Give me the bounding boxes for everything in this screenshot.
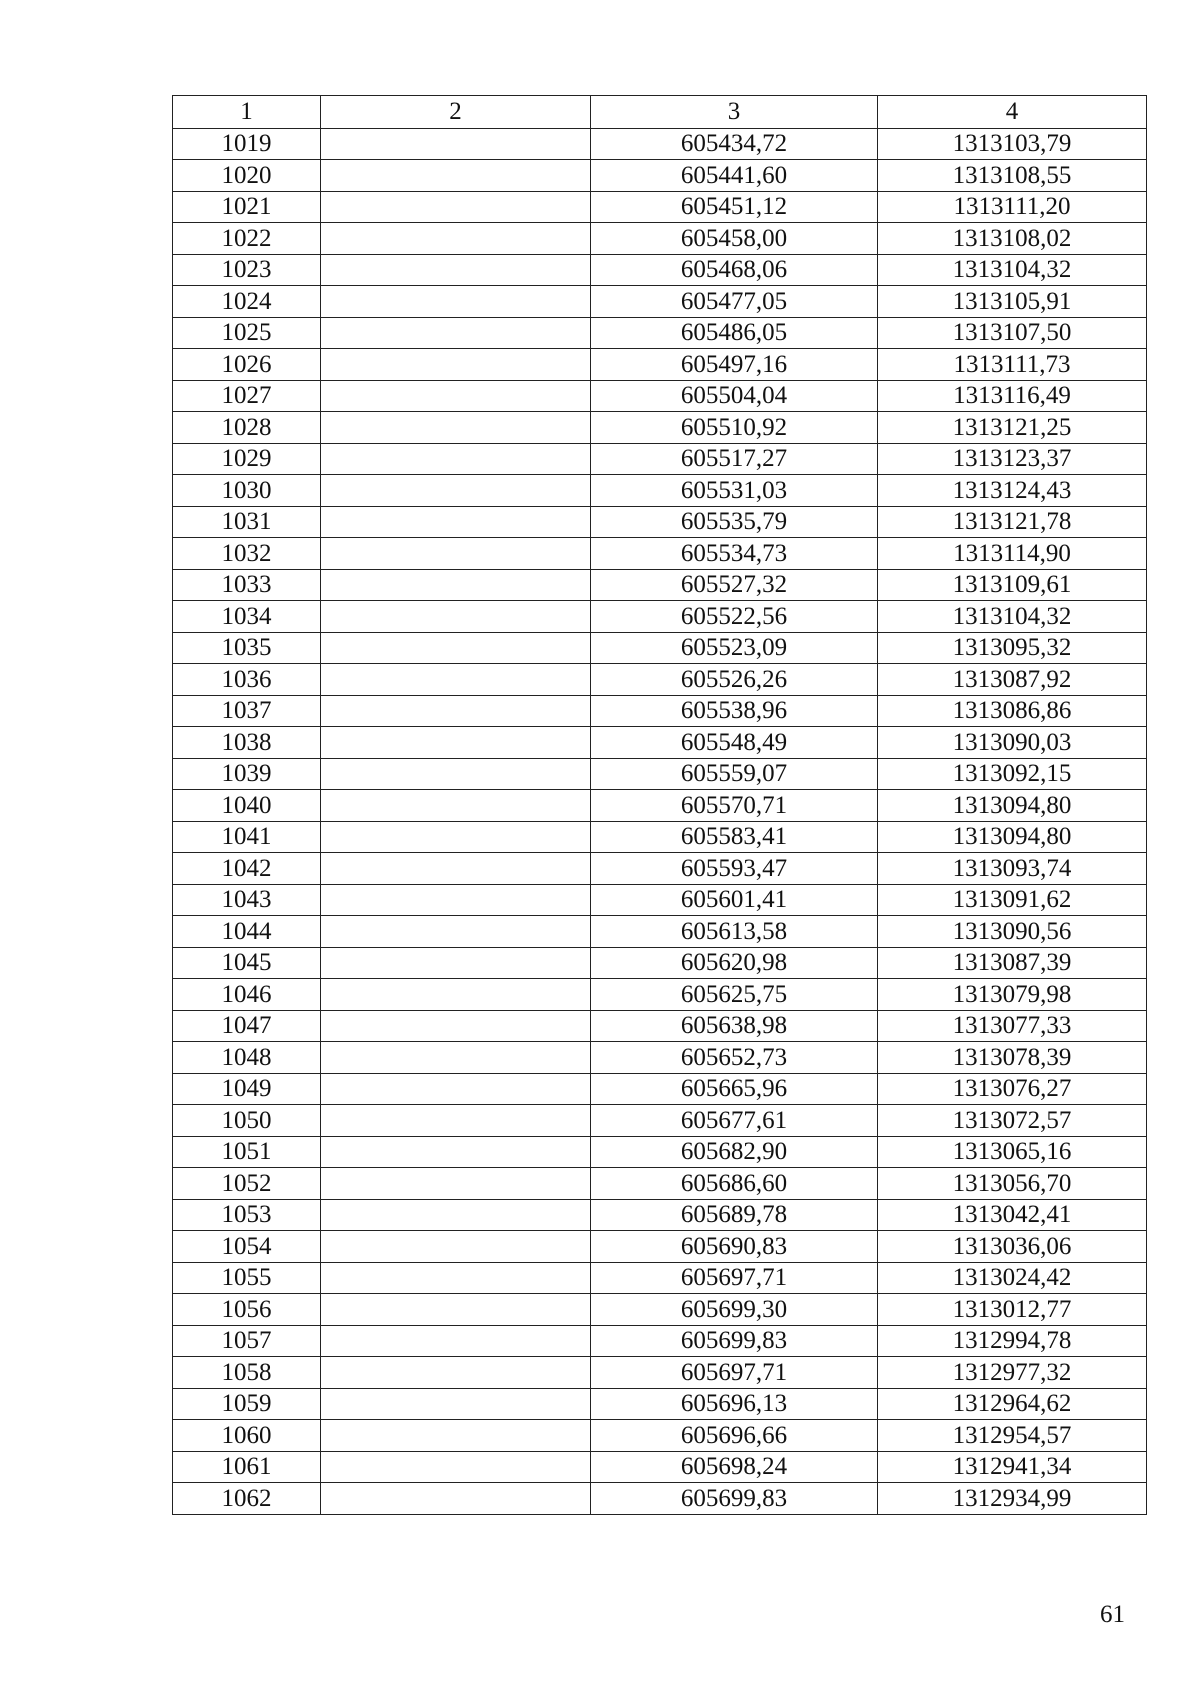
blank-cell <box>321 254 591 286</box>
x-coordinate-cell: 605486,05 <box>591 317 878 349</box>
table-row <box>173 853 1147 885</box>
point-number-cell: 1026 <box>173 349 321 381</box>
point-number-cell: 1019 <box>173 128 321 160</box>
blank-cell <box>321 1451 591 1483</box>
y-coordinate-cell: 1313092,15 <box>878 758 1147 790</box>
y-coordinate-cell: 1313093,74 <box>878 853 1147 885</box>
blank-cell <box>321 1136 591 1168</box>
blank-cell <box>321 128 591 160</box>
x-coordinate-cell: 605698,24 <box>591 1451 878 1483</box>
table-row <box>173 664 1147 696</box>
table-row <box>173 979 1147 1011</box>
column-header-4: 4 <box>878 96 1147 129</box>
blank-cell <box>321 191 591 223</box>
table-row <box>173 538 1147 570</box>
x-coordinate-cell: 605697,71 <box>591 1357 878 1389</box>
table-row <box>173 601 1147 633</box>
y-coordinate-cell: 1313107,50 <box>878 317 1147 349</box>
point-number-cell: 1062 <box>173 1483 321 1515</box>
point-number-cell: 1040 <box>173 790 321 822</box>
table-row <box>173 884 1147 916</box>
x-coordinate-cell: 605583,41 <box>591 821 878 853</box>
y-coordinate-cell: 1313116,49 <box>878 380 1147 412</box>
table-row <box>173 1136 1147 1168</box>
point-number-cell: 1051 <box>173 1136 321 1168</box>
blank-cell <box>321 1357 591 1389</box>
x-coordinate-cell: 605593,47 <box>591 853 878 885</box>
y-coordinate-cell: 1313090,56 <box>878 916 1147 948</box>
blank-cell <box>321 1105 591 1137</box>
point-number-cell: 1028 <box>173 412 321 444</box>
y-coordinate-cell: 1312954,57 <box>878 1420 1147 1452</box>
x-coordinate-cell: 605497,16 <box>591 349 878 381</box>
blank-cell <box>321 1042 591 1074</box>
x-coordinate-cell: 605686,60 <box>591 1168 878 1200</box>
y-coordinate-cell: 1313065,16 <box>878 1136 1147 1168</box>
x-coordinate-cell: 605538,96 <box>591 695 878 727</box>
x-coordinate-cell: 605699,30 <box>591 1294 878 1326</box>
x-coordinate-cell: 605527,32 <box>591 569 878 601</box>
point-number-cell: 1032 <box>173 538 321 570</box>
blank-cell <box>321 1168 591 1200</box>
y-coordinate-cell: 1313114,90 <box>878 538 1147 570</box>
x-coordinate-cell: 605534,73 <box>591 538 878 570</box>
table-row <box>173 632 1147 664</box>
blank-cell <box>321 506 591 538</box>
x-coordinate-cell: 605625,75 <box>591 979 878 1011</box>
point-number-cell: 1027 <box>173 380 321 412</box>
point-number-cell: 1024 <box>173 286 321 318</box>
x-coordinate-cell: 605699,83 <box>591 1325 878 1357</box>
x-coordinate-cell: 605620,98 <box>591 947 878 979</box>
blank-cell <box>321 916 591 948</box>
y-coordinate-cell: 1313111,73 <box>878 349 1147 381</box>
point-number-cell: 1043 <box>173 884 321 916</box>
x-coordinate-cell: 605697,71 <box>591 1262 878 1294</box>
table-row <box>173 916 1147 948</box>
y-coordinate-cell: 1313124,43 <box>878 475 1147 507</box>
point-number-cell: 1036 <box>173 664 321 696</box>
table-row <box>173 695 1147 727</box>
x-coordinate-cell: 605517,27 <box>591 443 878 475</box>
point-number-cell: 1047 <box>173 1010 321 1042</box>
table-row <box>173 1451 1147 1483</box>
y-coordinate-cell: 1313108,55 <box>878 160 1147 192</box>
y-coordinate-cell: 1312994,78 <box>878 1325 1147 1357</box>
blank-cell <box>321 601 591 633</box>
table-row <box>173 1357 1147 1389</box>
blank-cell <box>321 695 591 727</box>
y-coordinate-cell: 1313077,33 <box>878 1010 1147 1042</box>
y-coordinate-cell: 1313090,03 <box>878 727 1147 759</box>
blank-cell <box>321 538 591 570</box>
page-number: 61 <box>1100 1601 1125 1628</box>
y-coordinate-cell: 1313078,39 <box>878 1042 1147 1074</box>
point-number-cell: 1031 <box>173 506 321 538</box>
y-coordinate-cell: 1313104,32 <box>878 601 1147 633</box>
table-row <box>173 128 1147 160</box>
y-coordinate-cell: 1312977,32 <box>878 1357 1147 1389</box>
x-coordinate-cell: 605535,79 <box>591 506 878 538</box>
x-coordinate-cell: 605682,90 <box>591 1136 878 1168</box>
coordinates-table <box>172 95 1147 1515</box>
x-coordinate-cell: 605531,03 <box>591 475 878 507</box>
y-coordinate-cell: 1313024,42 <box>878 1262 1147 1294</box>
point-number-cell: 1049 <box>173 1073 321 1105</box>
x-coordinate-cell: 605699,83 <box>591 1483 878 1515</box>
y-coordinate-cell: 1313012,77 <box>878 1294 1147 1326</box>
table-row <box>173 412 1147 444</box>
blank-cell <box>321 947 591 979</box>
point-number-cell: 1044 <box>173 916 321 948</box>
point-number-cell: 1057 <box>173 1325 321 1357</box>
x-coordinate-cell: 605601,41 <box>591 884 878 916</box>
point-number-cell: 1030 <box>173 475 321 507</box>
table-row <box>173 790 1147 822</box>
blank-cell <box>321 412 591 444</box>
point-number-cell: 1058 <box>173 1357 321 1389</box>
table-row <box>173 1483 1147 1515</box>
x-coordinate-cell: 605689,78 <box>591 1199 878 1231</box>
point-number-cell: 1048 <box>173 1042 321 1074</box>
blank-cell <box>321 1262 591 1294</box>
table-header-row <box>173 96 1147 129</box>
point-number-cell: 1041 <box>173 821 321 853</box>
table-row <box>173 349 1147 381</box>
table-row <box>173 1420 1147 1452</box>
table-row <box>173 506 1147 538</box>
x-coordinate-cell: 605652,73 <box>591 1042 878 1074</box>
table-row <box>173 1388 1147 1420</box>
x-coordinate-cell: 605523,09 <box>591 632 878 664</box>
y-coordinate-cell: 1313109,61 <box>878 569 1147 601</box>
x-coordinate-cell: 605570,71 <box>591 790 878 822</box>
blank-cell <box>321 790 591 822</box>
blank-cell <box>321 1010 591 1042</box>
y-coordinate-cell: 1313072,57 <box>878 1105 1147 1137</box>
blank-cell <box>321 443 591 475</box>
y-coordinate-cell: 1313121,25 <box>878 412 1147 444</box>
y-coordinate-cell: 1312941,34 <box>878 1451 1147 1483</box>
blank-cell <box>321 569 591 601</box>
point-number-cell: 1052 <box>173 1168 321 1200</box>
y-coordinate-cell: 1313076,27 <box>878 1073 1147 1105</box>
y-coordinate-cell: 1313095,32 <box>878 632 1147 664</box>
blank-cell <box>321 853 591 885</box>
table-row <box>173 1010 1147 1042</box>
blank-cell <box>321 475 591 507</box>
blank-cell <box>321 1483 591 1515</box>
table-row <box>173 1168 1147 1200</box>
y-coordinate-cell: 1313042,41 <box>878 1199 1147 1231</box>
blank-cell <box>321 1388 591 1420</box>
point-number-cell: 1022 <box>173 223 321 255</box>
point-number-cell: 1033 <box>173 569 321 601</box>
table-row <box>173 1105 1147 1137</box>
x-coordinate-cell: 605665,96 <box>591 1073 878 1105</box>
y-coordinate-cell: 1313108,02 <box>878 223 1147 255</box>
table-row <box>173 443 1147 475</box>
y-coordinate-cell: 1313056,70 <box>878 1168 1147 1200</box>
point-number-cell: 1038 <box>173 727 321 759</box>
blank-cell <box>321 664 591 696</box>
blank-cell <box>321 1073 591 1105</box>
table-row <box>173 1262 1147 1294</box>
blank-cell <box>321 884 591 916</box>
x-coordinate-cell: 605510,92 <box>591 412 878 444</box>
point-number-cell: 1021 <box>173 191 321 223</box>
blank-cell <box>321 349 591 381</box>
table-row <box>173 1042 1147 1074</box>
x-coordinate-cell: 605526,26 <box>591 664 878 696</box>
x-coordinate-cell: 605434,72 <box>591 128 878 160</box>
blank-cell <box>321 727 591 759</box>
blank-cell <box>321 979 591 1011</box>
coordinates-table-body <box>173 96 1147 1515</box>
x-coordinate-cell: 605477,05 <box>591 286 878 318</box>
blank-cell <box>321 1294 591 1326</box>
table-row <box>173 1325 1147 1357</box>
x-coordinate-cell: 605504,04 <box>591 380 878 412</box>
blank-cell <box>321 1231 591 1263</box>
point-number-cell: 1055 <box>173 1262 321 1294</box>
table-row <box>173 821 1147 853</box>
y-coordinate-cell: 1313123,37 <box>878 443 1147 475</box>
y-coordinate-cell: 1313103,79 <box>878 128 1147 160</box>
y-coordinate-cell: 1312934,99 <box>878 1483 1147 1515</box>
blank-cell <box>321 1199 591 1231</box>
point-number-cell: 1025 <box>173 317 321 349</box>
point-number-cell: 1035 <box>173 632 321 664</box>
blank-cell <box>321 317 591 349</box>
point-number-cell: 1042 <box>173 853 321 885</box>
point-number-cell: 1034 <box>173 601 321 633</box>
blank-cell <box>321 1420 591 1452</box>
x-coordinate-cell: 605468,06 <box>591 254 878 286</box>
table-row <box>173 286 1147 318</box>
column-header-2: 2 <box>321 96 591 129</box>
y-coordinate-cell: 1313036,06 <box>878 1231 1147 1263</box>
blank-cell <box>321 286 591 318</box>
blank-cell <box>321 758 591 790</box>
table-row <box>173 317 1147 349</box>
blank-cell <box>321 380 591 412</box>
point-number-cell: 1061 <box>173 1451 321 1483</box>
blank-cell <box>321 223 591 255</box>
column-header-1: 1 <box>173 96 321 129</box>
y-coordinate-cell: 1313079,98 <box>878 979 1147 1011</box>
point-number-cell: 1029 <box>173 443 321 475</box>
x-coordinate-cell: 605613,58 <box>591 916 878 948</box>
point-number-cell: 1023 <box>173 254 321 286</box>
table-row <box>173 947 1147 979</box>
x-coordinate-cell: 605696,66 <box>591 1420 878 1452</box>
point-number-cell: 1059 <box>173 1388 321 1420</box>
point-number-cell: 1039 <box>173 758 321 790</box>
x-coordinate-cell: 605559,07 <box>591 758 878 790</box>
table-row <box>173 569 1147 601</box>
point-number-cell: 1050 <box>173 1105 321 1137</box>
blank-cell <box>321 821 591 853</box>
table-row <box>173 1231 1147 1263</box>
x-coordinate-cell: 605522,56 <box>591 601 878 633</box>
point-number-cell: 1037 <box>173 695 321 727</box>
blank-cell <box>321 632 591 664</box>
point-number-cell: 1053 <box>173 1199 321 1231</box>
x-coordinate-cell: 605690,83 <box>591 1231 878 1263</box>
point-number-cell: 1020 <box>173 160 321 192</box>
y-coordinate-cell: 1312964,62 <box>878 1388 1147 1420</box>
x-coordinate-cell: 605451,12 <box>591 191 878 223</box>
blank-cell <box>321 160 591 192</box>
table-row <box>173 727 1147 759</box>
blank-cell <box>321 1325 591 1357</box>
point-number-cell: 1054 <box>173 1231 321 1263</box>
y-coordinate-cell: 1313094,80 <box>878 790 1147 822</box>
y-coordinate-cell: 1313086,86 <box>878 695 1147 727</box>
table-row <box>173 223 1147 255</box>
x-coordinate-cell: 605458,00 <box>591 223 878 255</box>
table-row <box>173 1073 1147 1105</box>
y-coordinate-cell: 1313105,91 <box>878 286 1147 318</box>
x-coordinate-cell: 605548,49 <box>591 727 878 759</box>
x-coordinate-cell: 605638,98 <box>591 1010 878 1042</box>
y-coordinate-cell: 1313087,39 <box>878 947 1147 979</box>
table-row <box>173 1199 1147 1231</box>
y-coordinate-cell: 1313091,62 <box>878 884 1147 916</box>
point-number-cell: 1045 <box>173 947 321 979</box>
y-coordinate-cell: 1313111,20 <box>878 191 1147 223</box>
table-row <box>173 1294 1147 1326</box>
table-row <box>173 758 1147 790</box>
point-number-cell: 1056 <box>173 1294 321 1326</box>
table-row <box>173 254 1147 286</box>
table-row <box>173 475 1147 507</box>
y-coordinate-cell: 1313121,78 <box>878 506 1147 538</box>
x-coordinate-cell: 605677,61 <box>591 1105 878 1137</box>
y-coordinate-cell: 1313087,92 <box>878 664 1147 696</box>
point-number-cell: 1060 <box>173 1420 321 1452</box>
table-row <box>173 380 1147 412</box>
table-row <box>173 160 1147 192</box>
table-row <box>173 191 1147 223</box>
point-number-cell: 1046 <box>173 979 321 1011</box>
y-coordinate-cell: 1313094,80 <box>878 821 1147 853</box>
x-coordinate-cell: 605696,13 <box>591 1388 878 1420</box>
y-coordinate-cell: 1313104,32 <box>878 254 1147 286</box>
column-header-3: 3 <box>591 96 878 129</box>
x-coordinate-cell: 605441,60 <box>591 160 878 192</box>
